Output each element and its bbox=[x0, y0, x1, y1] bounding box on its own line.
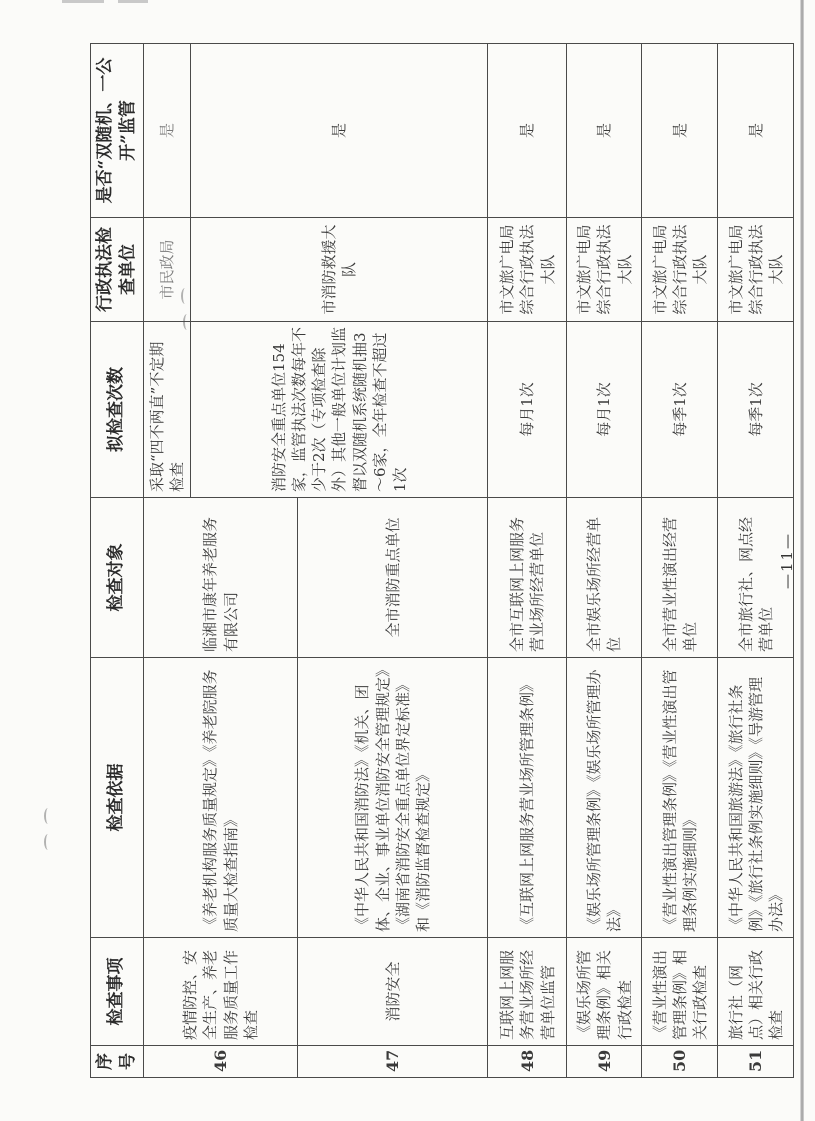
header-unit: 行政执法检查单位 bbox=[91, 218, 144, 322]
table-header-row bbox=[91, 44, 144, 1078]
row-object: 全市娱乐场所经营单位 bbox=[567, 498, 642, 658]
table-row bbox=[567, 44, 642, 1078]
header-object: 检查对象 bbox=[91, 498, 144, 658]
table-row bbox=[642, 44, 718, 1078]
row-basis: 《互联网上网服务营业场所管理条例》 bbox=[488, 658, 567, 938]
row-frequency: 每月1次 bbox=[488, 322, 567, 498]
row-object: 临湘市康年养老服务有限公司 bbox=[143, 498, 298, 658]
header-frequency: 拟检查次数 bbox=[91, 322, 144, 498]
row-basis: 《娱乐场所管理条例》《娱乐场所管理办法》 bbox=[567, 658, 642, 938]
row-double-random: 是 bbox=[718, 44, 794, 218]
row-double-random: 是 bbox=[488, 44, 567, 218]
row-object: 全市旅行社、网点经营单位 bbox=[718, 498, 794, 658]
row-seq: 46 bbox=[143, 1046, 298, 1078]
row-object: 全市互联网上网服务营业场所经营单位 bbox=[488, 498, 567, 658]
row-frequency: 每季1次 bbox=[718, 322, 794, 498]
row-seq: 47 bbox=[298, 1046, 488, 1078]
row-unit: 市文旅广电局综合行政执法大队 bbox=[718, 218, 794, 322]
header-basis: 检查依据 bbox=[91, 658, 144, 938]
row-double-random: 是 bbox=[143, 44, 191, 218]
row-unit: 市文旅广电局综合行政执法大队 bbox=[567, 218, 642, 322]
row-frequency: 每月1次 bbox=[567, 322, 642, 498]
row-seq: 51 bbox=[718, 1046, 794, 1078]
page-number: —11— bbox=[778, 531, 796, 590]
row-basis: 《养老机构服务质量规定》《养老院服务质量大检查指南》 bbox=[143, 658, 298, 938]
row-unit: 市文旅广电局综合行政执法大队 bbox=[488, 218, 567, 322]
header-double-random: 是否“双随机、一公开”监管 bbox=[91, 44, 144, 218]
row-unit: 市文旅广电局综合行政执法大队 bbox=[642, 218, 718, 322]
inspection-table bbox=[90, 43, 794, 1078]
table-row bbox=[488, 44, 567, 1078]
row-unit: 市民政局 bbox=[143, 218, 191, 322]
table-row bbox=[143, 44, 191, 1078]
row-basis: 《营业性演出管理条例》《营业性演出管理条例实施细则》 bbox=[642, 658, 718, 938]
row-item: 《营业性演出管理条例》相关行政检查 bbox=[642, 938, 718, 1046]
row-seq: 50 bbox=[642, 1046, 718, 1078]
row-item: 消防安全 bbox=[298, 938, 488, 1046]
row-double-random: 是 bbox=[642, 44, 718, 218]
row-object: 全市消防重点单位 bbox=[298, 498, 488, 658]
row-frequency: 每季1次 bbox=[642, 322, 718, 498]
inspection-table-wrap bbox=[90, 44, 794, 1078]
row-item: 互联网上网服务营业场所经营单位监管 bbox=[488, 938, 567, 1046]
header-item: 检查事项 bbox=[91, 938, 144, 1046]
row-frequency: 采取“四不两直”不定期检查 bbox=[143, 322, 191, 498]
row-seq: 49 bbox=[567, 1046, 642, 1078]
row-seq: 48 bbox=[488, 1046, 567, 1078]
row-item: 《娱乐场所管理条例》相关行政检查 bbox=[567, 938, 642, 1046]
row-item: 旅行社（网点）相关行政检查 bbox=[718, 938, 794, 1046]
row-object: 全市营业性演出经营单位 bbox=[642, 498, 718, 658]
row-basis: 《中华人民共和国旅游法》《旅行社条例》《旅行社条例实施细则》《导游管理办法》 bbox=[718, 658, 794, 938]
header-seq: 序号 bbox=[91, 1046, 144, 1078]
row-unit: 市消防救援大队 bbox=[191, 218, 488, 322]
row-item: 疫情防控、安全生产、养老服务质量工作检查 bbox=[143, 938, 298, 1046]
row-double-random: 是 bbox=[567, 44, 642, 218]
row-frequency: 消防安全重点单位154家，监管执法次数每年不少于2次（专项检查除外）其他一般单位计划监督以双随机系统随机抽3～6家，全年检查不超过1次 bbox=[191, 322, 488, 498]
row-basis: 《中华人民共和国消防法》《机关、团体、企业、事业单位消防安全管理规定》《湖南省消防安全重点单位界定标准》和《消防监督检查规定》 bbox=[298, 658, 488, 938]
row-double-random: 是 bbox=[191, 44, 488, 218]
